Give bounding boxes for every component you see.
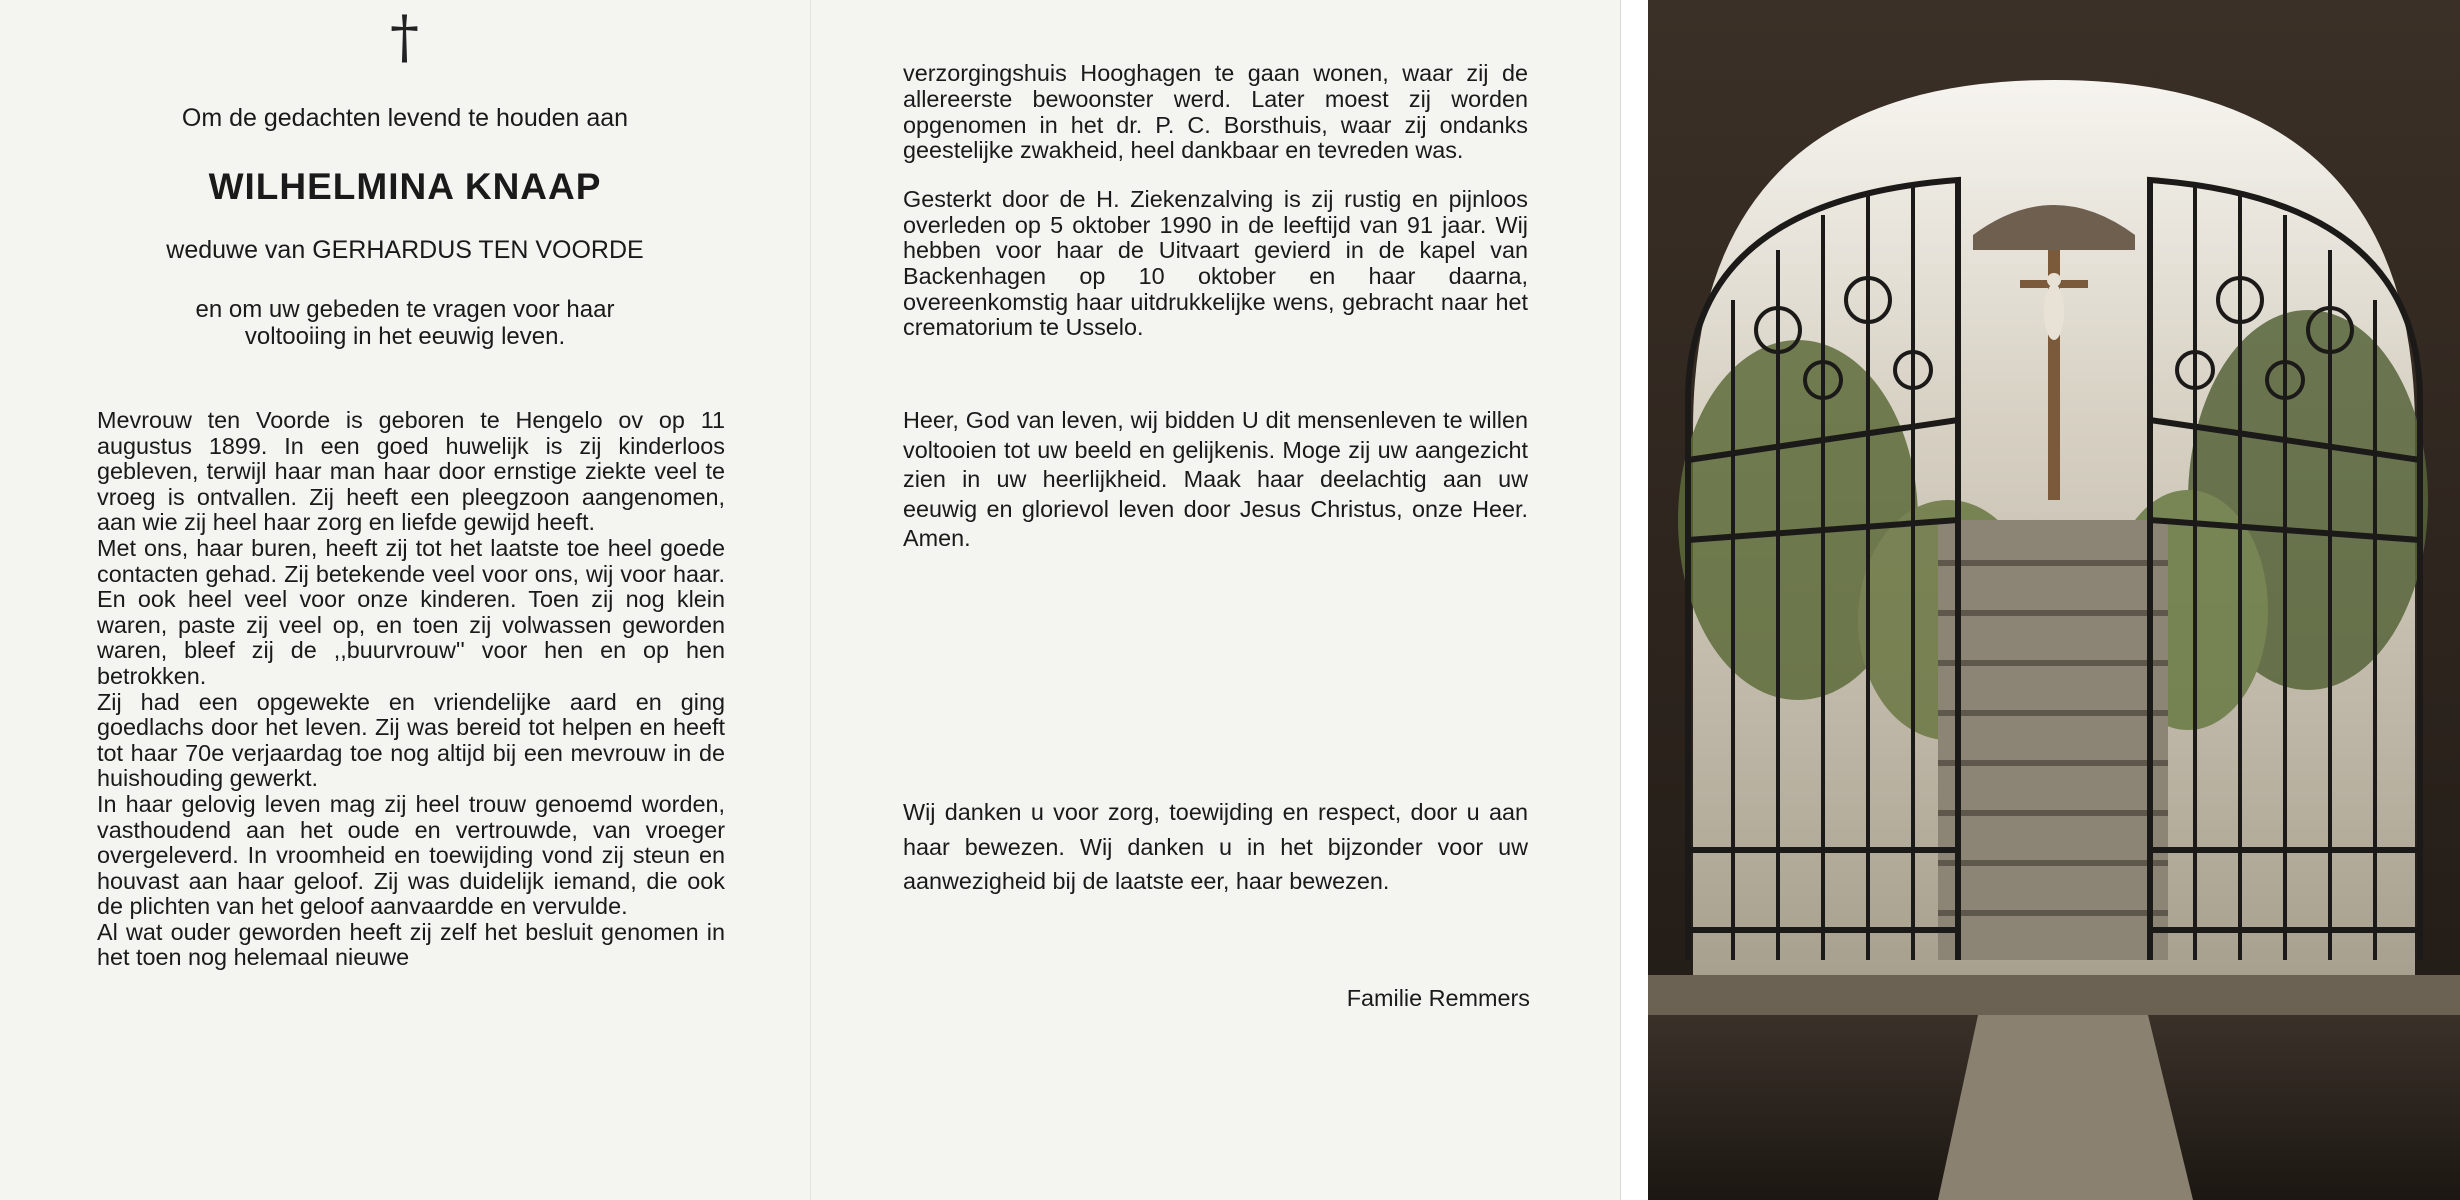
cross-icon: † [390, 3, 419, 71]
stone-steps [1938, 520, 2168, 960]
biography-paragraph: In haar gelovig leven mag zij heel trouw genoemd worden, vasthoudend aan het oude en vertrouwde, van vroeger overgeleverd. In vroomheid en toewijding vond zij steun en houvast aan haar geloof. Zij was duidelijk iemand, die ook de plichten van het geloof aanvaardde en vervulde. [97, 790, 725, 920]
intro-line: Om de gedachten levend te houden aan [181, 104, 629, 132]
biography-paragraph: Al wat ouder geworden heeft zij zelf het besluit genomen in het toen nog helemaal nieuwe [97, 918, 725, 971]
deceased-name: WILHELMINA KNAAP [208, 166, 602, 207]
biography-paragraph: Zij had een opgewekte en vriendelijke aard en ging goedlachs door het leven. Zij was bereid tot helpen en heeft tot haar 70e verjaardag toe nog altijd bij een mevrouw in de huishouding gewerkt. [97, 688, 725, 792]
threshold [1648, 975, 2460, 1015]
family-signature: Familie Remmers [1346, 985, 1530, 1011]
biography-continuation [903, 38, 1528, 364]
biography [97, 408, 725, 971]
prayer-request-line-2: voltooiing in het eeuwig leven. [244, 323, 566, 350]
thanks-note: Wij danken u voor zorg, toewijding en respect, door u aan haar bewezen. Wij danken u in het bijzonder voor uw aanwezigheid bij de laatste eer, haar bewezen. [903, 799, 1528, 895]
card-fold [810, 0, 811, 1200]
biography-paragraph: Mevrouw ten Voorde is geboren te Hengelo ov op 11 augustus 1899. In een goed huwelijk is zij kinderloos gebleven, terwijl haar man haar door ernstige ziekte veel te vroeg is ontvallen. Zij heeft een pleegzoon aangenomen, aan wie zij heel haar zorg en liefde gewijd heeft. [97, 407, 725, 536]
prayer-request-line-1: en om uw gebeden te vragen voor haar [195, 296, 615, 323]
continuation-paragraph: verzorgingshuis Hooghagen te gaan wonen, waar zij de allereerste bewoonster werd. Later moest zij worden opgenomen in het dr. P. C. Borsthuis, waar zij ondanks geestelijke zwakheid, heel dankbaar en tevreden was. [903, 60, 1528, 164]
left-panel [0, 0, 810, 1200]
biography-paragraph: Met ons, haar buren, heeft zij tot het laatste toe heel goede contacten gehad. Zij betekende veel voor ons, wij voor haar. En ook heel veel voor onze kinderen. Toen zij nog klein waren, paste zij veel op, en toen zij volwassen geworden waren, bleef zij de ,,buurvrouw'' voor hen en op hen betrokken. [97, 534, 725, 689]
gate-photo [1648, 0, 2460, 1200]
prayer-request [0, 296, 810, 350]
continuation-paragraph: Gesterkt door de H. Ziekenzalving is zij rustig en pijnloos overleden op 5 oktober 1990 in de leeftijd van 91 jaar. Wij hebben voor haar de Uitvaart gevierd in de kapel van Backenhagen op 10 oktober en haar daarna, overeenkomstig haar uitdrukkelijke wens, gebracht naar het crematorium te Usselo. [903, 186, 1528, 341]
stone-path [1938, 1015, 2193, 1200]
widow-of-line: weduwe van GERHARDUS TEN VOORDE [166, 236, 644, 264]
closing-prayer: Heer, God van leven, wij bidden U dit mensenleven te willen voltooien tot uw beeld en gelijkenis. Moge zij uw aangezicht zien in uw heerlijkheid. Maak haar deelachtig aan uw eeuwig en glorievol leven door Jesus Christus, onze Heer. Amen. [903, 407, 1528, 552]
